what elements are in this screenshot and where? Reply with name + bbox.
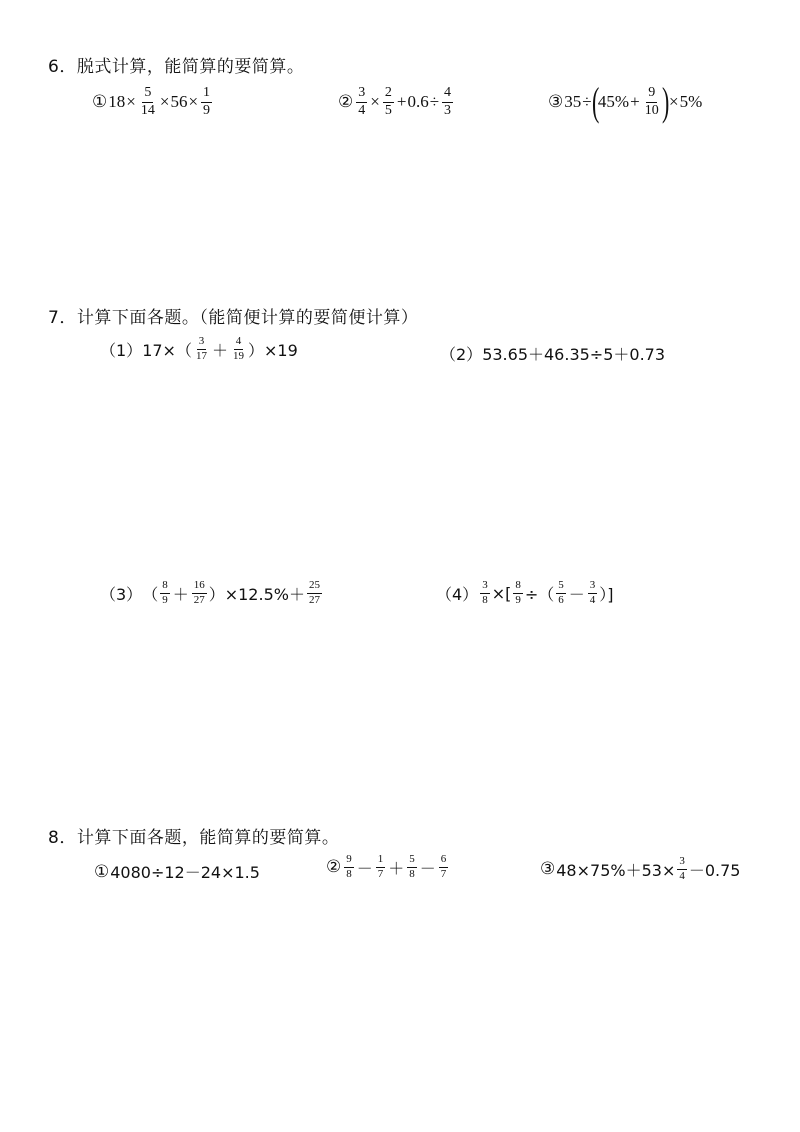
- item-marker: （1）: [100, 340, 143, 360]
- fraction: $\frac{9}{8}$: [346, 853, 352, 880]
- question-8-title: 8．计算下面各题，能简算的要简算。: [48, 828, 340, 848]
- question-7-title: 7．计算下面各题。（能简便计算的要简便计算）: [48, 308, 419, 328]
- item-marker: ③: [548, 92, 564, 111]
- fraction: $\frac{5}{14}$: [140, 85, 155, 118]
- fraction: $\frac{5}{8}$: [409, 853, 415, 880]
- expression-text: －0.75: [688, 860, 741, 880]
- number: 56: [170, 92, 188, 112]
- q6-expression-1: [92, 86, 214, 118]
- q8-expression-2: [326, 854, 450, 880]
- item-marker: （4）: [436, 584, 479, 604]
- operator: +: [630, 92, 640, 111]
- expression-text: 17×（: [142, 340, 192, 360]
- operator: ×: [159, 92, 170, 112]
- q6-expression-2: [338, 86, 455, 118]
- operator: －: [419, 858, 436, 878]
- operator: ＋: [172, 584, 189, 604]
- item-marker: ②: [326, 857, 342, 878]
- operator: －: [356, 858, 373, 878]
- fraction: $\frac{6}{7}$: [440, 853, 447, 880]
- item-marker: ②: [338, 92, 354, 112]
- expression-text: ）×19: [247, 340, 298, 360]
- q6-expression-3: [548, 79, 703, 124]
- operator: ×: [126, 92, 136, 112]
- fraction: $\frac{3}{4}$: [358, 85, 366, 118]
- number: 18: [108, 92, 126, 112]
- q7-expression-4: [436, 580, 614, 606]
- left-parenthesis: (: [591, 79, 599, 124]
- expression-text: ）×12.5%＋: [208, 584, 305, 604]
- expression-text: （: [142, 584, 159, 604]
- operator: ÷: [429, 92, 440, 112]
- fraction: $\frac{16}{27}$: [193, 579, 205, 606]
- operator: ×: [669, 92, 679, 111]
- number: 45%: [597, 92, 630, 111]
- expression-text: ÷（: [524, 584, 555, 604]
- expression-text: 4080÷12－24×1.5: [110, 863, 260, 882]
- number: 0.6: [407, 92, 429, 112]
- fraction: $\frac{9}{10}$: [644, 84, 659, 118]
- operator: ＋: [211, 340, 228, 360]
- fraction: $\frac{3}{17}$: [195, 335, 207, 362]
- fraction: $\frac{3}{4}$: [589, 579, 596, 606]
- fraction: $\frac{1}{9}$: [203, 85, 211, 118]
- operator: ÷: [582, 92, 592, 111]
- fraction: $\frac{8}{9}$: [515, 579, 521, 606]
- fraction: $\frac{5}{6}$: [558, 579, 564, 606]
- expression-text: ×[: [491, 583, 512, 603]
- q8-expression-1: [94, 860, 260, 883]
- operator: ×: [370, 92, 380, 112]
- fraction: $\frac{25}{27}$: [308, 579, 320, 606]
- operator: +: [396, 92, 407, 112]
- q8-expression-3: [540, 856, 741, 882]
- number: 35: [564, 92, 582, 111]
- question-6-title: 6．脱式计算，能简算的要简算。: [48, 57, 305, 77]
- right-parenthesis: ): [661, 79, 670, 124]
- fraction: $\frac{1}{7}$: [377, 853, 384, 880]
- item-marker: ①: [94, 861, 110, 882]
- item-marker: （2）: [440, 345, 483, 364]
- item-marker: ①: [92, 92, 108, 112]
- fraction: $\frac{3}{8}$: [482, 579, 488, 606]
- expression-text: 48×75%＋53×: [556, 860, 676, 880]
- number: 5%: [679, 92, 703, 111]
- operator: －: [568, 584, 585, 604]
- expression-text: 53.65＋46.35÷5＋0.73: [482, 345, 666, 364]
- operator: ＋: [388, 858, 405, 878]
- item-marker: ③: [540, 859, 556, 880]
- expression-text: ）]: [599, 584, 614, 604]
- q7-expression-1: [100, 336, 298, 362]
- fraction: $\frac{4}{3}$: [444, 85, 452, 118]
- fraction: $\frac{8}{9}$: [162, 579, 168, 606]
- operator: ×: [188, 92, 199, 112]
- item-marker: （3）: [100, 584, 143, 604]
- fraction: $\frac{3}{4}$: [679, 855, 685, 882]
- q7-expression-3: [100, 580, 324, 606]
- fraction: $\frac{4}{19}$: [232, 335, 244, 362]
- fraction: $\frac{2}{5}$: [384, 85, 392, 118]
- q7-expression-2: [440, 342, 665, 365]
